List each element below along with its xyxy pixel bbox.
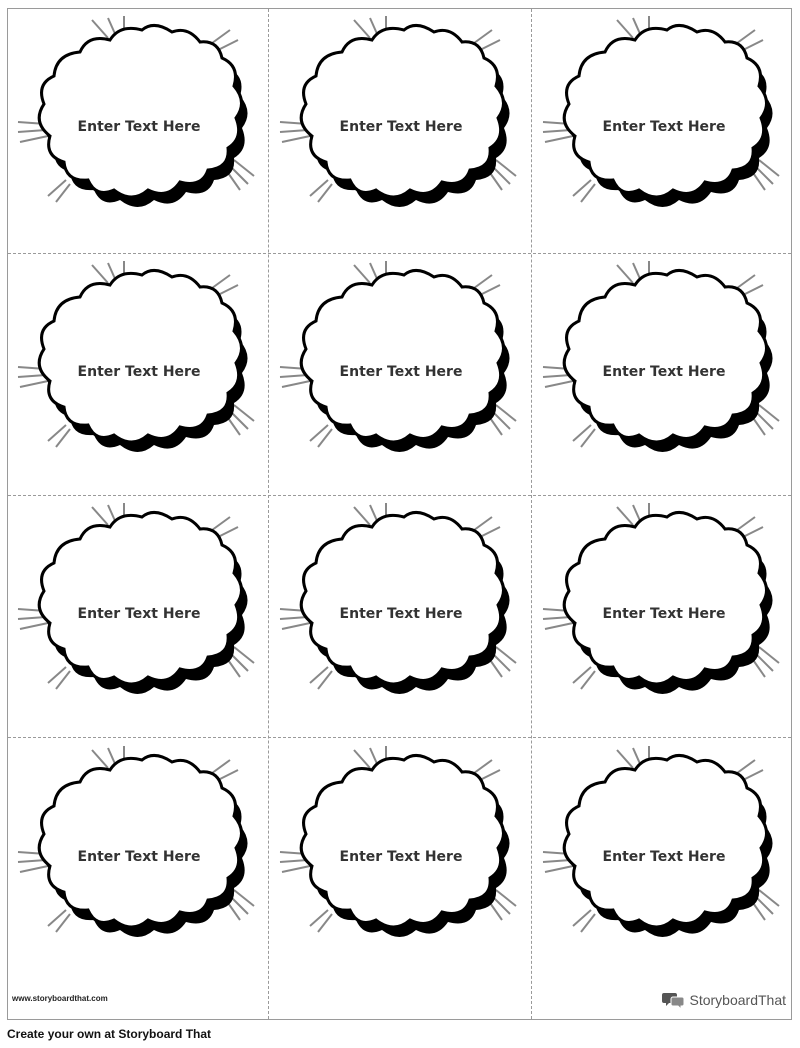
cloud-card	[533, 10, 795, 240]
burst-line	[545, 381, 573, 387]
card-text[interactable]: Enter Text Here	[602, 119, 726, 135]
burst-line	[282, 623, 310, 629]
card-text[interactable]: Enter Text Here	[339, 606, 463, 622]
cloud-card	[533, 740, 795, 970]
cloud-card	[533, 255, 795, 485]
card-text[interactable]: Enter Text Here	[77, 606, 201, 622]
cloud-card	[270, 497, 532, 727]
speech-bubbles-icon	[662, 991, 686, 1009]
card-text[interactable]: Enter Text Here	[602, 849, 726, 865]
burst-line	[282, 381, 310, 387]
burst-line	[92, 265, 108, 283]
burst-line	[617, 750, 633, 768]
burst-line	[617, 507, 633, 525]
card-text[interactable]: Enter Text Here	[77, 119, 201, 135]
burst-line	[282, 866, 310, 872]
footer-caption: Create your own at Storyboard That	[7, 1027, 212, 1041]
cloud-card	[533, 497, 795, 727]
burst-line	[354, 507, 370, 525]
burst-line	[545, 136, 573, 142]
card-text[interactable]: Enter Text Here	[602, 606, 726, 622]
burst-line	[617, 265, 633, 283]
card-text[interactable]: Enter Text Here	[77, 849, 201, 865]
burst-line	[545, 623, 573, 629]
card-text[interactable]: Enter Text Here	[339, 849, 463, 865]
cloud-card	[270, 740, 532, 970]
site-url: www.storyboardthat.com	[12, 994, 108, 1003]
cut-line-horizontal	[8, 495, 791, 496]
burst-line	[20, 623, 48, 629]
cloud-card	[270, 255, 532, 485]
card-text[interactable]: Enter Text Here	[77, 364, 201, 380]
brand-logo-text: StoryboardThat	[689, 992, 786, 1008]
burst-line	[20, 381, 48, 387]
cloud-card	[8, 10, 270, 240]
card-text[interactable]: Enter Text Here	[602, 364, 726, 380]
cloud-card	[8, 497, 270, 727]
cloud-card	[270, 10, 532, 240]
burst-line	[20, 866, 48, 872]
burst-line	[354, 750, 370, 768]
burst-line	[354, 265, 370, 283]
card-text[interactable]: Enter Text Here	[339, 119, 463, 135]
card-text[interactable]: Enter Text Here	[339, 364, 463, 380]
burst-line	[545, 866, 573, 872]
burst-line	[92, 20, 108, 38]
burst-line	[92, 750, 108, 768]
burst-line	[92, 507, 108, 525]
cloud-card	[8, 740, 270, 970]
burst-line	[282, 136, 310, 142]
storyboardthat-logo	[662, 991, 787, 1009]
cut-line-horizontal	[8, 737, 791, 738]
burst-line	[617, 20, 633, 38]
burst-line	[354, 20, 370, 38]
burst-line	[20, 136, 48, 142]
cut-line-horizontal	[8, 253, 791, 254]
cloud-card	[8, 255, 270, 485]
